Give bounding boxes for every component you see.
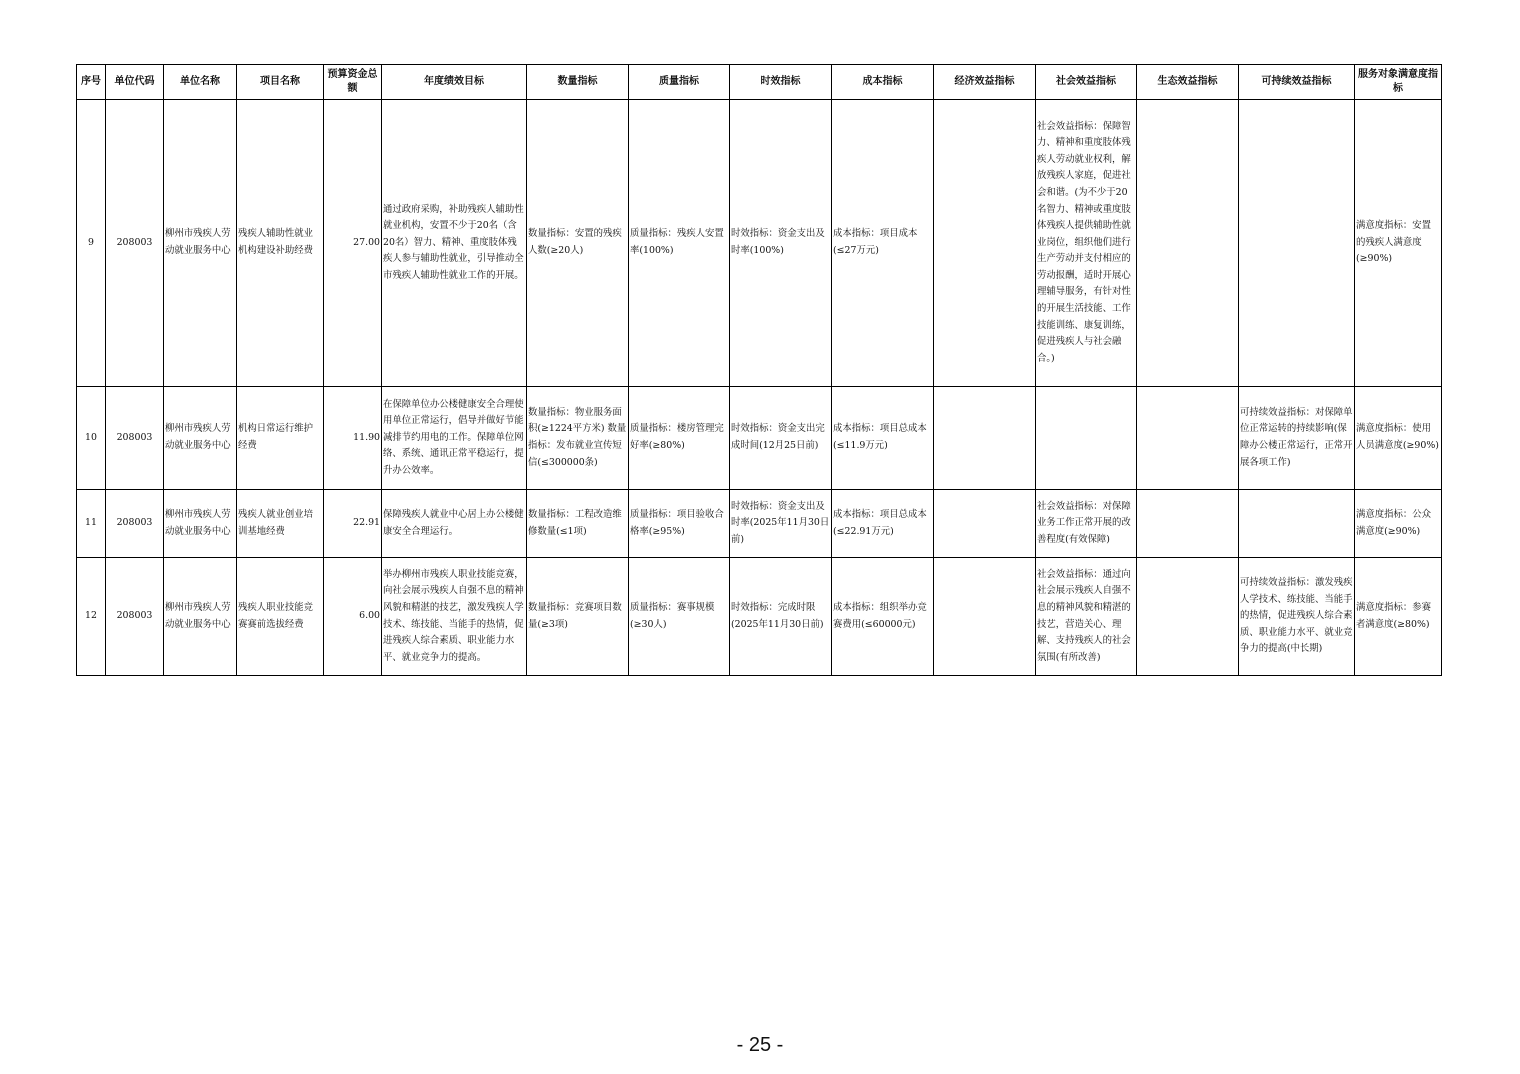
cell-timeliness: 时效指标：完成时限(2025年11月30日前) <box>730 558 832 676</box>
cell-annual-goal: 在保障单位办公楼健康安全合理使用单位正常运行，倡导并做好节能减排节约用电的工作。保障单位网络、系统、通讯正常平稳运行，提升办公效率。 <box>382 387 527 490</box>
cell-sustainable: 可持续效益指标：对保障单位正常运转的持续影响(保障办公楼正常运行，正常开展各项工作) <box>1239 387 1355 490</box>
cell-satisfaction: 满意度指标：公众满意度(≥90%) <box>1355 490 1442 558</box>
cell-seq: 12 <box>77 558 106 676</box>
table-row <box>77 490 1442 558</box>
cell-project-name: 机构日常运行维护经费 <box>237 387 324 490</box>
cell-quality: 质量指标：楼房管理完好率(≥80%) <box>629 387 730 490</box>
cell-quantity: 数量指标：竞赛项目数量(≥3项) <box>527 558 629 676</box>
cell-sustainable <box>1239 490 1355 558</box>
header-unit-name: 单位名称 <box>164 65 237 100</box>
header-cost: 成本指标 <box>832 65 934 100</box>
cell-ecological <box>1137 558 1239 676</box>
cell-sustainable <box>1239 100 1355 387</box>
header-budget: 预算资金总额 <box>324 65 382 100</box>
table-row <box>77 100 1442 387</box>
cell-quantity: 数量指标：工程改造维修数量(≤1项) <box>527 490 629 558</box>
cell-unit-code: 208003 <box>106 558 164 676</box>
cell-project-name: 残疾人就业创业培训基地经费 <box>237 490 324 558</box>
cell-seq: 9 <box>77 100 106 387</box>
cell-unit-code: 208003 <box>106 490 164 558</box>
cell-quantity: 数量指标：安置的残疾人数(≥20人) <box>527 100 629 387</box>
cell-cost: 成本指标：项目成本(≤27万元) <box>832 100 934 387</box>
header-row <box>77 65 1442 100</box>
cell-satisfaction: 满意度指标：安置的残疾人满意度(≥90%) <box>1355 100 1442 387</box>
cell-timeliness: 时效指标：资金支出完成时间(12月25日前) <box>730 387 832 490</box>
cell-annual-goal: 保障残疾人就业中心居上办公楼健康安全合理运行。 <box>382 490 527 558</box>
header-seq: 序号 <box>77 65 106 100</box>
cell-economic <box>934 558 1036 676</box>
header-economic: 经济效益指标 <box>934 65 1036 100</box>
cell-economic <box>934 490 1036 558</box>
header-ecological: 生态效益指标 <box>1137 65 1239 100</box>
cell-quality: 质量指标：项目验收合格率(≥95%) <box>629 490 730 558</box>
cell-sustainable: 可持续效益指标：激发残疾人学技术、练技能、当能手的热情，促进残疾人综合素质、职业能力水平、就业竞争力的提高(中长期) <box>1239 558 1355 676</box>
cell-project-name: 残疾人职业技能竞赛赛前选拔经费 <box>237 558 324 676</box>
header-timeliness: 时效指标 <box>730 65 832 100</box>
cell-annual-goal: 举办柳州市残疾人职业技能竞赛，向社会展示残疾人自强不息的精神风貌和精湛的技艺，激发残疾人学技术、练技能、当能手的热情，促进残疾人综合素质、职业能力水平、就业竞争力的提高。 <box>382 558 527 676</box>
header-unit-code: 单位代码 <box>106 65 164 100</box>
header-annual-goal: 年度绩效目标 <box>382 65 527 100</box>
cell-budget: 6.00 <box>324 558 382 676</box>
cell-cost: 成本指标：项目总成本(≤22.91万元) <box>832 490 934 558</box>
cell-economic <box>934 100 1036 387</box>
cell-cost: 成本指标：组织举办竞赛费用(≤60000元) <box>832 558 934 676</box>
cell-budget: 22.91 <box>324 490 382 558</box>
cell-ecological <box>1137 100 1239 387</box>
cell-economic <box>934 387 1036 490</box>
cell-unit-name: 柳州市残疾人劳动就业服务中心 <box>164 490 237 558</box>
cell-timeliness: 时效指标：资金支出及时率(2025年11月30日前) <box>730 490 832 558</box>
cell-unit-code: 208003 <box>106 387 164 490</box>
cell-quality: 质量指标：残疾人安置率(100%) <box>629 100 730 387</box>
header-social: 社会效益指标 <box>1036 65 1137 100</box>
cell-quality: 质量指标：赛事规模(≥30人) <box>629 558 730 676</box>
cell-quantity: 数量指标：物业服务面积(≥1224平方米) 数量指标：发布就业宣传短信(≤300000条) <box>527 387 629 490</box>
cell-cost: 成本指标：项目总成本(≤11.9万元) <box>832 387 934 490</box>
cell-unit-name: 柳州市残疾人劳动就业服务中心 <box>164 387 237 490</box>
cell-social: 社会效益指标：通过向社会展示残疾人自强不息的精神风貌和精湛的技艺，营造关心、理解、支持残疾人的社会氛围(有所改善) <box>1036 558 1137 676</box>
cell-unit-name: 柳州市残疾人劳动就业服务中心 <box>164 558 237 676</box>
cell-seq: 10 <box>77 387 106 490</box>
cell-ecological <box>1137 490 1239 558</box>
cell-timeliness: 时效指标：资金支出及时率(100%) <box>730 100 832 387</box>
cell-annual-goal: 通过政府采购，补助残疾人辅助性就业机构，安置不少于20名（含20名）智力、精神、重度肢体残疾人参与辅助性就业，引导推动全市残疾人辅助性就业工作的开展。 <box>382 100 527 387</box>
performance-table <box>76 64 1442 676</box>
header-quality: 质量指标 <box>629 65 730 100</box>
table-row <box>77 387 1442 490</box>
header-project-name: 项目名称 <box>237 65 324 100</box>
cell-social: 社会效益指标：保障智力、精神和重度肢体残疾人劳动就业权利，解放残疾人家庭，促进社会和谐。(为不少于20名智力、精神或重度肢体残疾人提供辅助性就业岗位，组织他们进行生产劳动并支付相应的劳动报酬，适时开展心理辅导服务，有针对性的开展生活技能、工作技能训练、康复训练，促进残疾人与社会融合。) <box>1036 100 1137 387</box>
cell-unit-code: 208003 <box>106 100 164 387</box>
cell-budget: 11.90 <box>324 387 382 490</box>
table-row <box>77 558 1442 676</box>
cell-project-name: 残疾人辅助性就业机构建设补助经费 <box>237 100 324 387</box>
cell-satisfaction: 满意度指标：参赛者满意度(≥80%) <box>1355 558 1442 676</box>
page-number: - 25 - <box>736 1034 784 1056</box>
cell-seq: 11 <box>77 490 106 558</box>
cell-ecological <box>1137 387 1239 490</box>
cell-unit-name: 柳州市残疾人劳动就业服务中心 <box>164 100 237 387</box>
cell-budget: 27.00 <box>324 100 382 387</box>
cell-social: 社会效益指标：对保障业务工作正常开展的改善程度(有效保障) <box>1036 490 1137 558</box>
cell-social <box>1036 387 1137 490</box>
header-sustainable: 可持续效益指标 <box>1239 65 1355 100</box>
cell-satisfaction: 满意度指标：使用人员满意度(≥90%) <box>1355 387 1442 490</box>
header-quantity: 数量指标 <box>527 65 629 100</box>
header-satisfaction: 服务对象满意度指标 <box>1355 65 1442 100</box>
